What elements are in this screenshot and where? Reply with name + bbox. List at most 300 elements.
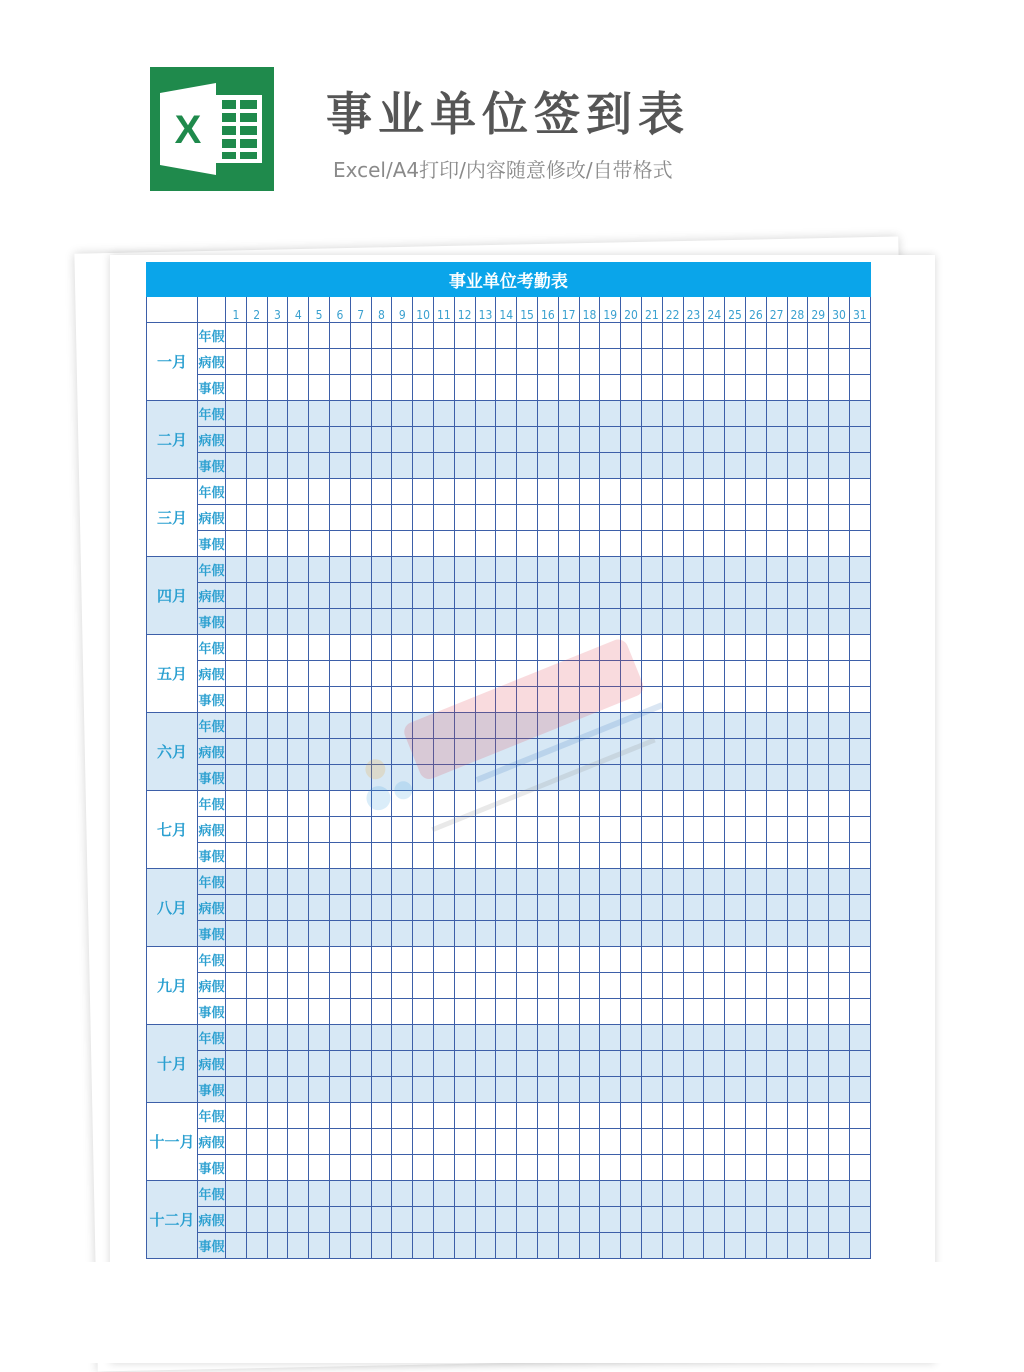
attendance-cell[interactable] bbox=[475, 427, 496, 453]
attendance-cell[interactable] bbox=[226, 479, 247, 505]
attendance-cell[interactable] bbox=[725, 583, 746, 609]
attendance-cell[interactable] bbox=[641, 1103, 662, 1129]
attendance-cell[interactable] bbox=[371, 1025, 392, 1051]
attendance-cell[interactable] bbox=[454, 895, 475, 921]
attendance-cell[interactable] bbox=[267, 687, 288, 713]
attendance-cell[interactable] bbox=[496, 1129, 517, 1155]
attendance-cell[interactable] bbox=[537, 765, 558, 791]
attendance-cell[interactable] bbox=[579, 479, 600, 505]
attendance-cell[interactable] bbox=[517, 687, 538, 713]
attendance-cell[interactable] bbox=[413, 557, 434, 583]
attendance-cell[interactable] bbox=[766, 1025, 787, 1051]
attendance-cell[interactable] bbox=[766, 921, 787, 947]
attendance-cell[interactable] bbox=[849, 635, 870, 661]
attendance-cell[interactable] bbox=[600, 661, 621, 687]
attendance-cell[interactable] bbox=[309, 1103, 330, 1129]
attendance-cell[interactable] bbox=[766, 895, 787, 921]
attendance-cell[interactable] bbox=[849, 583, 870, 609]
attendance-cell[interactable] bbox=[475, 765, 496, 791]
attendance-cell[interactable] bbox=[849, 349, 870, 375]
attendance-cell[interactable] bbox=[433, 791, 454, 817]
attendance-cell[interactable] bbox=[288, 583, 309, 609]
attendance-cell[interactable] bbox=[226, 973, 247, 999]
attendance-cell[interactable] bbox=[808, 817, 829, 843]
attendance-cell[interactable] bbox=[725, 999, 746, 1025]
attendance-cell[interactable] bbox=[558, 1233, 579, 1259]
attendance-cell[interactable] bbox=[329, 505, 350, 531]
attendance-cell[interactable] bbox=[829, 1051, 850, 1077]
attendance-cell[interactable] bbox=[392, 583, 413, 609]
attendance-cell[interactable] bbox=[600, 765, 621, 791]
attendance-cell[interactable] bbox=[745, 661, 766, 687]
attendance-cell[interactable] bbox=[621, 843, 642, 869]
attendance-cell[interactable] bbox=[600, 687, 621, 713]
attendance-cell[interactable] bbox=[683, 583, 704, 609]
attendance-cell[interactable] bbox=[704, 661, 725, 687]
attendance-cell[interactable] bbox=[808, 1233, 829, 1259]
attendance-cell[interactable] bbox=[496, 1181, 517, 1207]
attendance-cell[interactable] bbox=[537, 817, 558, 843]
attendance-cell[interactable] bbox=[829, 843, 850, 869]
attendance-cell[interactable] bbox=[329, 1051, 350, 1077]
attendance-cell[interactable] bbox=[371, 427, 392, 453]
attendance-cell[interactable] bbox=[517, 817, 538, 843]
attendance-cell[interactable] bbox=[392, 869, 413, 895]
attendance-cell[interactable] bbox=[766, 1051, 787, 1077]
attendance-cell[interactable] bbox=[808, 323, 829, 349]
attendance-cell[interactable] bbox=[745, 947, 766, 973]
attendance-cell[interactable] bbox=[725, 1233, 746, 1259]
attendance-cell[interactable] bbox=[413, 661, 434, 687]
attendance-cell[interactable] bbox=[537, 1129, 558, 1155]
attendance-cell[interactable] bbox=[600, 817, 621, 843]
attendance-cell[interactable] bbox=[579, 973, 600, 999]
attendance-cell[interactable] bbox=[766, 635, 787, 661]
attendance-cell[interactable] bbox=[725, 1077, 746, 1103]
attendance-cell[interactable] bbox=[226, 583, 247, 609]
attendance-cell[interactable] bbox=[787, 921, 808, 947]
attendance-cell[interactable] bbox=[829, 895, 850, 921]
attendance-cell[interactable] bbox=[246, 1207, 267, 1233]
attendance-cell[interactable] bbox=[454, 843, 475, 869]
attendance-cell[interactable] bbox=[787, 1207, 808, 1233]
attendance-cell[interactable] bbox=[662, 349, 683, 375]
attendance-cell[interactable] bbox=[725, 531, 746, 557]
attendance-cell[interactable] bbox=[350, 843, 371, 869]
attendance-cell[interactable] bbox=[600, 1077, 621, 1103]
attendance-cell[interactable] bbox=[683, 349, 704, 375]
attendance-cell[interactable] bbox=[267, 817, 288, 843]
attendance-cell[interactable] bbox=[433, 843, 454, 869]
attendance-cell[interactable] bbox=[413, 843, 434, 869]
attendance-cell[interactable] bbox=[309, 713, 330, 739]
attendance-cell[interactable] bbox=[309, 999, 330, 1025]
attendance-cell[interactable] bbox=[704, 817, 725, 843]
attendance-cell[interactable] bbox=[517, 1051, 538, 1077]
attendance-cell[interactable] bbox=[329, 427, 350, 453]
attendance-cell[interactable] bbox=[600, 1233, 621, 1259]
attendance-cell[interactable] bbox=[829, 401, 850, 427]
attendance-cell[interactable] bbox=[641, 921, 662, 947]
attendance-cell[interactable] bbox=[579, 635, 600, 661]
attendance-cell[interactable] bbox=[579, 505, 600, 531]
attendance-cell[interactable] bbox=[766, 505, 787, 531]
attendance-cell[interactable] bbox=[829, 947, 850, 973]
attendance-cell[interactable] bbox=[517, 505, 538, 531]
attendance-cell[interactable] bbox=[309, 583, 330, 609]
attendance-cell[interactable] bbox=[766, 973, 787, 999]
attendance-cell[interactable] bbox=[267, 1233, 288, 1259]
attendance-cell[interactable] bbox=[745, 583, 766, 609]
attendance-cell[interactable] bbox=[725, 1103, 746, 1129]
attendance-cell[interactable] bbox=[226, 1233, 247, 1259]
attendance-cell[interactable] bbox=[808, 869, 829, 895]
attendance-cell[interactable] bbox=[849, 765, 870, 791]
attendance-cell[interactable] bbox=[662, 999, 683, 1025]
attendance-cell[interactable] bbox=[246, 1025, 267, 1051]
attendance-cell[interactable] bbox=[579, 817, 600, 843]
attendance-cell[interactable] bbox=[517, 349, 538, 375]
attendance-cell[interactable] bbox=[433, 921, 454, 947]
attendance-cell[interactable] bbox=[288, 713, 309, 739]
attendance-cell[interactable] bbox=[662, 1233, 683, 1259]
attendance-cell[interactable] bbox=[226, 531, 247, 557]
attendance-cell[interactable] bbox=[288, 1051, 309, 1077]
attendance-cell[interactable] bbox=[600, 479, 621, 505]
attendance-cell[interactable] bbox=[641, 505, 662, 531]
attendance-cell[interactable] bbox=[288, 843, 309, 869]
attendance-cell[interactable] bbox=[496, 531, 517, 557]
attendance-cell[interactable] bbox=[454, 453, 475, 479]
attendance-cell[interactable] bbox=[517, 973, 538, 999]
attendance-cell[interactable] bbox=[475, 1233, 496, 1259]
attendance-cell[interactable] bbox=[246, 1181, 267, 1207]
attendance-cell[interactable] bbox=[267, 583, 288, 609]
attendance-cell[interactable] bbox=[454, 973, 475, 999]
attendance-cell[interactable] bbox=[621, 479, 642, 505]
attendance-cell[interactable] bbox=[787, 427, 808, 453]
attendance-cell[interactable] bbox=[246, 323, 267, 349]
attendance-cell[interactable] bbox=[537, 843, 558, 869]
attendance-cell[interactable] bbox=[704, 765, 725, 791]
attendance-cell[interactable] bbox=[579, 999, 600, 1025]
attendance-cell[interactable] bbox=[829, 505, 850, 531]
attendance-cell[interactable] bbox=[641, 1207, 662, 1233]
attendance-cell[interactable] bbox=[413, 869, 434, 895]
attendance-cell[interactable] bbox=[454, 583, 475, 609]
attendance-cell[interactable] bbox=[267, 765, 288, 791]
attendance-cell[interactable] bbox=[267, 713, 288, 739]
attendance-cell[interactable] bbox=[309, 843, 330, 869]
attendance-cell[interactable] bbox=[413, 375, 434, 401]
attendance-cell[interactable] bbox=[496, 1207, 517, 1233]
attendance-cell[interactable] bbox=[350, 661, 371, 687]
attendance-cell[interactable] bbox=[558, 583, 579, 609]
attendance-cell[interactable] bbox=[475, 999, 496, 1025]
attendance-cell[interactable] bbox=[766, 999, 787, 1025]
attendance-cell[interactable] bbox=[558, 479, 579, 505]
attendance-cell[interactable] bbox=[413, 531, 434, 557]
attendance-cell[interactable] bbox=[745, 635, 766, 661]
attendance-cell[interactable] bbox=[704, 869, 725, 895]
attendance-cell[interactable] bbox=[454, 1025, 475, 1051]
attendance-cell[interactable] bbox=[808, 1155, 829, 1181]
attendance-cell[interactable] bbox=[787, 999, 808, 1025]
attendance-cell[interactable] bbox=[475, 1129, 496, 1155]
attendance-cell[interactable] bbox=[226, 921, 247, 947]
attendance-cell[interactable] bbox=[808, 1051, 829, 1077]
attendance-cell[interactable] bbox=[787, 947, 808, 973]
attendance-cell[interactable] bbox=[433, 401, 454, 427]
attendance-cell[interactable] bbox=[641, 557, 662, 583]
attendance-cell[interactable] bbox=[808, 427, 829, 453]
attendance-cell[interactable] bbox=[226, 765, 247, 791]
attendance-cell[interactable] bbox=[537, 583, 558, 609]
attendance-cell[interactable] bbox=[558, 895, 579, 921]
attendance-cell[interactable] bbox=[246, 635, 267, 661]
attendance-cell[interactable] bbox=[641, 1129, 662, 1155]
attendance-cell[interactable] bbox=[683, 479, 704, 505]
attendance-cell[interactable] bbox=[787, 1129, 808, 1155]
attendance-cell[interactable] bbox=[704, 453, 725, 479]
attendance-cell[interactable] bbox=[537, 791, 558, 817]
attendance-cell[interactable] bbox=[517, 401, 538, 427]
attendance-cell[interactable] bbox=[454, 505, 475, 531]
attendance-cell[interactable] bbox=[288, 635, 309, 661]
attendance-cell[interactable] bbox=[475, 713, 496, 739]
attendance-cell[interactable] bbox=[226, 947, 247, 973]
attendance-cell[interactable] bbox=[662, 739, 683, 765]
attendance-cell[interactable] bbox=[329, 1233, 350, 1259]
attendance-cell[interactable] bbox=[725, 713, 746, 739]
attendance-cell[interactable] bbox=[558, 1155, 579, 1181]
attendance-cell[interactable] bbox=[475, 739, 496, 765]
attendance-cell[interactable] bbox=[745, 1025, 766, 1051]
attendance-cell[interactable] bbox=[392, 609, 413, 635]
attendance-cell[interactable] bbox=[662, 817, 683, 843]
attendance-cell[interactable] bbox=[267, 401, 288, 427]
attendance-cell[interactable] bbox=[745, 739, 766, 765]
attendance-cell[interactable] bbox=[309, 427, 330, 453]
attendance-cell[interactable] bbox=[392, 557, 413, 583]
attendance-cell[interactable] bbox=[496, 349, 517, 375]
attendance-cell[interactable] bbox=[641, 791, 662, 817]
attendance-cell[interactable] bbox=[704, 1077, 725, 1103]
attendance-cell[interactable] bbox=[829, 661, 850, 687]
attendance-cell[interactable] bbox=[267, 609, 288, 635]
attendance-cell[interactable] bbox=[579, 1025, 600, 1051]
attendance-cell[interactable] bbox=[288, 791, 309, 817]
attendance-cell[interactable] bbox=[537, 999, 558, 1025]
attendance-cell[interactable] bbox=[641, 765, 662, 791]
attendance-cell[interactable] bbox=[246, 817, 267, 843]
attendance-cell[interactable] bbox=[662, 687, 683, 713]
attendance-cell[interactable] bbox=[745, 999, 766, 1025]
attendance-cell[interactable] bbox=[226, 817, 247, 843]
attendance-cell[interactable] bbox=[496, 401, 517, 427]
attendance-cell[interactable] bbox=[517, 375, 538, 401]
attendance-cell[interactable] bbox=[808, 557, 829, 583]
attendance-cell[interactable] bbox=[787, 765, 808, 791]
attendance-cell[interactable] bbox=[849, 661, 870, 687]
attendance-cell[interactable] bbox=[517, 635, 538, 661]
attendance-cell[interactable] bbox=[517, 323, 538, 349]
attendance-cell[interactable] bbox=[766, 1155, 787, 1181]
attendance-cell[interactable] bbox=[787, 869, 808, 895]
attendance-cell[interactable] bbox=[745, 479, 766, 505]
attendance-cell[interactable] bbox=[725, 453, 746, 479]
attendance-cell[interactable] bbox=[413, 713, 434, 739]
attendance-cell[interactable] bbox=[246, 453, 267, 479]
attendance-cell[interactable] bbox=[371, 1155, 392, 1181]
attendance-cell[interactable] bbox=[829, 1077, 850, 1103]
attendance-cell[interactable] bbox=[267, 1207, 288, 1233]
attendance-cell[interactable] bbox=[454, 791, 475, 817]
attendance-cell[interactable] bbox=[849, 1207, 870, 1233]
attendance-cell[interactable] bbox=[704, 1207, 725, 1233]
attendance-cell[interactable] bbox=[371, 843, 392, 869]
attendance-cell[interactable] bbox=[725, 349, 746, 375]
attendance-cell[interactable] bbox=[517, 921, 538, 947]
attendance-cell[interactable] bbox=[475, 505, 496, 531]
attendance-cell[interactable] bbox=[621, 817, 642, 843]
attendance-cell[interactable] bbox=[288, 817, 309, 843]
attendance-cell[interactable] bbox=[371, 401, 392, 427]
attendance-cell[interactable] bbox=[704, 895, 725, 921]
attendance-cell[interactable] bbox=[517, 1233, 538, 1259]
attendance-cell[interactable] bbox=[683, 739, 704, 765]
attendance-cell[interactable] bbox=[558, 375, 579, 401]
attendance-cell[interactable] bbox=[413, 1155, 434, 1181]
attendance-cell[interactable] bbox=[454, 947, 475, 973]
attendance-cell[interactable] bbox=[496, 557, 517, 583]
attendance-cell[interactable] bbox=[621, 687, 642, 713]
attendance-cell[interactable] bbox=[371, 635, 392, 661]
attendance-cell[interactable] bbox=[725, 843, 746, 869]
attendance-cell[interactable] bbox=[537, 531, 558, 557]
attendance-cell[interactable] bbox=[537, 869, 558, 895]
attendance-cell[interactable] bbox=[558, 1207, 579, 1233]
attendance-cell[interactable] bbox=[579, 713, 600, 739]
attendance-cell[interactable] bbox=[454, 869, 475, 895]
attendance-cell[interactable] bbox=[392, 765, 413, 791]
attendance-cell[interactable] bbox=[392, 453, 413, 479]
attendance-cell[interactable] bbox=[662, 531, 683, 557]
attendance-cell[interactable] bbox=[787, 661, 808, 687]
attendance-cell[interactable] bbox=[600, 531, 621, 557]
attendance-cell[interactable] bbox=[808, 687, 829, 713]
attendance-cell[interactable] bbox=[329, 635, 350, 661]
attendance-cell[interactable] bbox=[288, 1155, 309, 1181]
attendance-cell[interactable] bbox=[433, 1181, 454, 1207]
attendance-cell[interactable] bbox=[496, 1025, 517, 1051]
attendance-cell[interactable] bbox=[766, 765, 787, 791]
attendance-cell[interactable] bbox=[309, 947, 330, 973]
attendance-cell[interactable] bbox=[329, 973, 350, 999]
attendance-cell[interactable] bbox=[371, 453, 392, 479]
attendance-cell[interactable] bbox=[725, 1207, 746, 1233]
attendance-cell[interactable] bbox=[309, 453, 330, 479]
attendance-cell[interactable] bbox=[621, 921, 642, 947]
attendance-cell[interactable] bbox=[454, 323, 475, 349]
attendance-cell[interactable] bbox=[704, 401, 725, 427]
attendance-cell[interactable] bbox=[413, 895, 434, 921]
attendance-cell[interactable] bbox=[350, 817, 371, 843]
attendance-cell[interactable] bbox=[246, 401, 267, 427]
attendance-cell[interactable] bbox=[704, 1155, 725, 1181]
attendance-cell[interactable] bbox=[496, 1103, 517, 1129]
attendance-cell[interactable] bbox=[808, 1181, 829, 1207]
attendance-cell[interactable] bbox=[600, 921, 621, 947]
attendance-cell[interactable] bbox=[787, 1103, 808, 1129]
attendance-cell[interactable] bbox=[808, 1103, 829, 1129]
attendance-cell[interactable] bbox=[787, 791, 808, 817]
attendance-cell[interactable] bbox=[329, 531, 350, 557]
attendance-cell[interactable] bbox=[226, 661, 247, 687]
attendance-cell[interactable] bbox=[413, 999, 434, 1025]
attendance-cell[interactable] bbox=[766, 1207, 787, 1233]
attendance-cell[interactable] bbox=[558, 843, 579, 869]
attendance-cell[interactable] bbox=[309, 349, 330, 375]
attendance-cell[interactable] bbox=[288, 1103, 309, 1129]
attendance-cell[interactable] bbox=[704, 921, 725, 947]
attendance-cell[interactable] bbox=[704, 973, 725, 999]
attendance-cell[interactable] bbox=[496, 505, 517, 531]
attendance-cell[interactable] bbox=[683, 1129, 704, 1155]
attendance-cell[interactable] bbox=[829, 635, 850, 661]
attendance-cell[interactable] bbox=[579, 583, 600, 609]
attendance-cell[interactable] bbox=[371, 583, 392, 609]
attendance-cell[interactable] bbox=[392, 323, 413, 349]
attendance-cell[interactable] bbox=[246, 791, 267, 817]
attendance-cell[interactable] bbox=[226, 869, 247, 895]
attendance-cell[interactable] bbox=[600, 1103, 621, 1129]
attendance-cell[interactable] bbox=[517, 1103, 538, 1129]
attendance-cell[interactable] bbox=[579, 375, 600, 401]
attendance-cell[interactable] bbox=[745, 1129, 766, 1155]
attendance-cell[interactable] bbox=[683, 453, 704, 479]
attendance-cell[interactable] bbox=[350, 973, 371, 999]
attendance-cell[interactable] bbox=[829, 921, 850, 947]
attendance-cell[interactable] bbox=[725, 791, 746, 817]
attendance-cell[interactable] bbox=[496, 479, 517, 505]
attendance-cell[interactable] bbox=[745, 349, 766, 375]
attendance-cell[interactable] bbox=[226, 895, 247, 921]
attendance-cell[interactable] bbox=[829, 453, 850, 479]
attendance-cell[interactable] bbox=[725, 609, 746, 635]
attendance-cell[interactable] bbox=[433, 687, 454, 713]
attendance-cell[interactable] bbox=[350, 713, 371, 739]
attendance-cell[interactable] bbox=[392, 531, 413, 557]
attendance-cell[interactable] bbox=[433, 349, 454, 375]
attendance-cell[interactable] bbox=[496, 947, 517, 973]
attendance-cell[interactable] bbox=[392, 1181, 413, 1207]
attendance-cell[interactable] bbox=[413, 479, 434, 505]
attendance-cell[interactable] bbox=[392, 635, 413, 661]
attendance-cell[interactable] bbox=[558, 531, 579, 557]
attendance-cell[interactable] bbox=[725, 947, 746, 973]
attendance-cell[interactable] bbox=[413, 505, 434, 531]
attendance-cell[interactable] bbox=[288, 921, 309, 947]
attendance-cell[interactable] bbox=[704, 479, 725, 505]
attendance-cell[interactable] bbox=[433, 427, 454, 453]
attendance-cell[interactable] bbox=[745, 973, 766, 999]
attendance-cell[interactable] bbox=[745, 1077, 766, 1103]
attendance-cell[interactable] bbox=[329, 1155, 350, 1181]
attendance-cell[interactable] bbox=[392, 921, 413, 947]
attendance-cell[interactable] bbox=[496, 973, 517, 999]
attendance-cell[interactable] bbox=[641, 1181, 662, 1207]
